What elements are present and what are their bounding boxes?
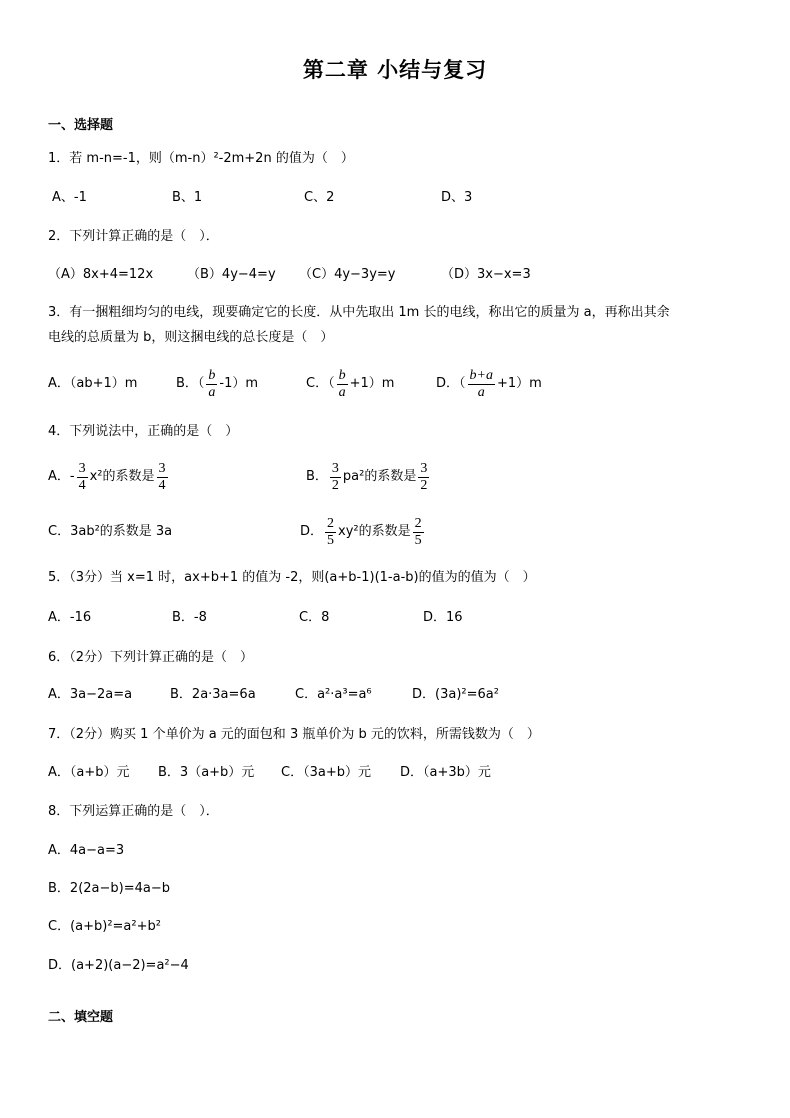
page-title: 第二章 小结与复习	[302, 58, 488, 82]
q4-a-result-numerator: 3	[158, 460, 166, 476]
q4-d-prefix: D．	[300, 524, 324, 539]
q6-option-c[interactable]: C．a²·a³=a⁶	[295, 687, 372, 702]
q8-option-d[interactable]: D．(a+2)(a−2)=a²−4	[48, 958, 189, 973]
q2-option-b[interactable]: （B）4y−4=y	[187, 267, 276, 282]
q1-option-d[interactable]: D、3	[441, 190, 473, 205]
q1-option-b[interactable]: B、1	[172, 190, 203, 205]
q4-d-coef-denominator: 5	[327, 532, 335, 548]
question-6-stem: 6．（2分）下列计算正确的是（ ）	[48, 650, 254, 665]
q4-a-text: x²的系数是	[89, 469, 155, 484]
q3-c-fraction	[337, 368, 348, 401]
q8-option-c[interactable]: C．(a+b)²=a²+b²	[48, 919, 161, 934]
q3-d-prefix: D．（	[436, 376, 466, 391]
question-1-options	[48, 187, 750, 209]
question-7-stem: 7．（2分）购买 1 个单价为 a 元的面包和 3 瓶单价为 b 元的饮料，所需钱数为（ ）	[48, 727, 540, 742]
q3-d-suffix: +1）m	[496, 376, 542, 391]
q4-d-coef-fraction	[325, 516, 336, 549]
q5-option-b[interactable]: B．-8	[172, 610, 207, 625]
q7-option-d[interactable]: D．（a+3b）元	[400, 765, 491, 780]
q4-a-result-denominator: 4	[158, 477, 166, 493]
question-4-stem: 4．下列说法中，正确的是（ ）	[48, 424, 239, 439]
q4-a-coef-denominator: 4	[78, 477, 86, 493]
question-7-options	[48, 762, 750, 784]
q2-option-c[interactable]: （C）4y−3y=y	[299, 267, 396, 282]
question-8-stem: 8．下列运算正确的是（ ）．	[48, 804, 219, 819]
q4-d-result-numerator: 2	[414, 515, 422, 531]
q3-c-prefix: C．（	[306, 376, 335, 391]
q3-c-numerator: b	[338, 367, 346, 383]
q4-a-coef-fraction	[77, 461, 88, 494]
question-5-stem: 5．（3分）当 x=1 时，ax+b+1 的值为 -2，则(a+b-1)(1-a-b)的值为的值为（ ）	[48, 570, 536, 585]
q3-option-b[interactable]	[176, 364, 306, 404]
q4-b-result-fraction	[418, 461, 429, 494]
q2-option-d[interactable]: （D）3x−x=3	[441, 267, 531, 282]
q8-option-b[interactable]: B．2(2a−b)=4a−b	[48, 881, 170, 896]
q4-a-result-fraction	[157, 461, 168, 494]
q4-b-coef-denominator: 2	[331, 477, 339, 493]
q4-d-result-denominator: 5	[414, 532, 422, 548]
q6-option-a[interactable]: A．3a−2a=a	[48, 687, 133, 702]
q5-option-d[interactable]: D．16	[423, 610, 463, 625]
q4-b-text: pa²的系数是	[342, 469, 417, 484]
question-3-options	[48, 364, 750, 404]
q4-option-b[interactable]	[306, 455, 431, 499]
question-6-options	[48, 684, 750, 706]
q1-option-a[interactable]: A、-1	[52, 190, 87, 205]
q2-option-a[interactable]: （A）8x+4=12x	[48, 267, 154, 282]
q3-c-denominator: a	[338, 384, 346, 400]
q5-option-a[interactable]: A．-16	[48, 610, 92, 625]
q4-option-a[interactable]	[48, 455, 306, 499]
q3-b-suffix: -1）m	[219, 376, 259, 391]
q4-a-coef-numerator: 3	[78, 460, 86, 476]
q8-option-a[interactable]: A．4a−a=3	[48, 843, 125, 858]
question-5-options	[48, 607, 750, 629]
question-2-stem: 2．下列计算正确的是（ ）．	[48, 229, 219, 244]
q6-option-d[interactable]: D．(3a)²=6a²	[412, 687, 499, 702]
q3-option-d[interactable]	[436, 364, 542, 404]
q3-b-denominator: a	[208, 384, 216, 400]
question-4-options-ab	[48, 455, 750, 499]
q4-d-text: xy²的系数是	[338, 524, 411, 539]
q3-b-prefix: B．（	[176, 376, 205, 391]
q3-d-numerator: b+a	[469, 367, 493, 383]
q4-option-d[interactable]	[300, 510, 426, 554]
section-heading-choice: 一、选择题	[48, 118, 114, 133]
question-2-options	[48, 264, 750, 286]
q6-option-b[interactable]: B．2a·3a=6a	[170, 687, 256, 702]
q4-option-c[interactable]: C．3ab²的系数是 3a	[48, 524, 173, 539]
q3-b-numerator: b	[208, 367, 216, 383]
q4-b-prefix: B．	[306, 469, 328, 484]
q4-d-coef-numerator: 2	[327, 515, 335, 531]
q4-a-prefix: A．-	[48, 469, 75, 484]
q3-d-fraction	[468, 368, 495, 401]
q4-b-result-numerator: 3	[420, 460, 428, 476]
q3-option-a[interactable]: A．（ab+1）m	[48, 376, 138, 391]
q7-option-b[interactable]: B．3（a+b）元	[158, 765, 255, 780]
question-3-stem-line2: 电线的总质量为 b，则这捆电线的总长度是（ ）	[48, 330, 334, 345]
q5-option-c[interactable]: C．8	[299, 610, 330, 625]
q3-option-c[interactable]	[306, 364, 436, 404]
q3-d-denominator: a	[477, 384, 485, 400]
q4-b-coef-numerator: 3	[331, 460, 339, 476]
q3-c-suffix: +1）m	[349, 376, 395, 391]
question-4-options-cd	[48, 510, 750, 554]
q4-b-coef-fraction	[330, 461, 341, 494]
q7-option-a[interactable]: A．（a+b）元	[48, 765, 130, 780]
section-heading-fill: 二、填空题	[48, 1010, 114, 1025]
q3-b-fraction	[206, 368, 217, 401]
question-3-stem-line1: 3．有一捆粗细均匀的电线，现要确定它的长度．从中先取出 1m 长的电线，称出它的质量为 a，再称出其余	[48, 305, 670, 320]
q7-option-c[interactable]: C．（3a+b）元	[281, 765, 371, 780]
q1-option-c[interactable]: C、2	[304, 190, 335, 205]
q4-b-result-denominator: 2	[420, 477, 428, 493]
question-1-stem: 1．若 m-n=-1，则（m-n）²-2m+2n 的值为（ ）	[48, 151, 354, 166]
q4-d-result-fraction	[413, 516, 424, 549]
